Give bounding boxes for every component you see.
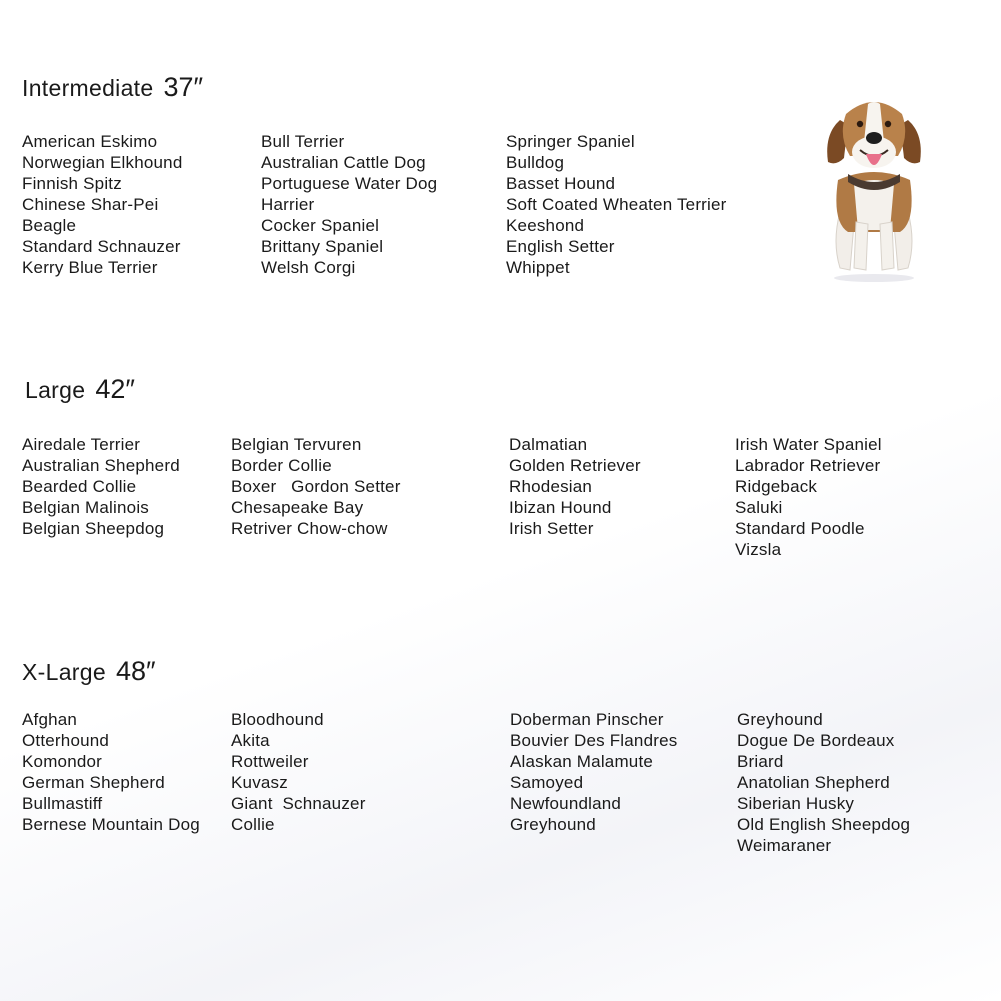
section-name: Large bbox=[25, 377, 86, 403]
breed-item: Boxer Gordon Setter bbox=[231, 477, 401, 496]
breed-item: Alaskan Malamute bbox=[510, 752, 654, 771]
breed-item: Standard Poodle bbox=[735, 519, 865, 538]
breed-item: Belgian Sheepdog bbox=[22, 519, 165, 538]
breed-item: Soft Coated Wheaten Terrier bbox=[506, 195, 727, 214]
breed-item: Weimaraner bbox=[737, 836, 832, 855]
breed-item: Samoyed bbox=[510, 773, 584, 792]
breed-item: Old English Sheepdog bbox=[737, 815, 911, 834]
breed-item: Keeshond bbox=[506, 216, 585, 235]
breed-column bbox=[22, 131, 182, 278]
breed-item: Greyhound bbox=[737, 710, 823, 729]
breed-item: Rhodesian bbox=[509, 477, 593, 496]
breed-item: Dalmatian bbox=[509, 435, 588, 454]
breed-item: Australian Shepherd bbox=[22, 456, 180, 475]
breed-item: Labrador Retriever bbox=[735, 456, 881, 475]
breed-item: Irish Setter bbox=[509, 519, 594, 538]
breed-item: Ibizan Hound bbox=[509, 498, 612, 517]
breed-item: Otterhound bbox=[22, 731, 110, 750]
breed-item: Portuguese Water Dog bbox=[261, 174, 438, 193]
breed-column bbox=[22, 434, 180, 539]
breed-item: Retriver Chow-chow bbox=[231, 519, 388, 538]
breed-item: Golden Retriever bbox=[509, 456, 641, 475]
breed-item: Doberman Pinscher bbox=[510, 710, 664, 729]
breed-item: Siberian Husky bbox=[737, 794, 855, 813]
breed-item: Irish Water Spaniel bbox=[735, 435, 882, 454]
breed-item: Komondor bbox=[22, 752, 103, 771]
breed-item: Greyhound bbox=[510, 815, 596, 834]
breed-item: Bull Terrier bbox=[261, 132, 345, 151]
breed-item: Harrier bbox=[261, 195, 315, 214]
breed-column bbox=[510, 709, 677, 835]
section-title-large bbox=[25, 376, 135, 403]
breed-item: Ridgeback bbox=[735, 477, 818, 496]
section-name: Intermediate bbox=[22, 75, 154, 101]
breed-item: Afghan bbox=[22, 710, 78, 729]
breed-column bbox=[22, 709, 200, 835]
breed-item: Brittany Spaniel bbox=[261, 237, 384, 256]
breed-item: Chinese Shar-Pei bbox=[22, 195, 159, 214]
breed-item: Bulldog bbox=[506, 153, 565, 172]
breed-item: Giant Schnauzer bbox=[231, 794, 366, 813]
beagle-dog-image bbox=[818, 92, 930, 284]
breed-item: Anatolian Shepherd bbox=[737, 773, 890, 792]
breed-item: American Eskimo bbox=[22, 132, 158, 151]
breed-item: Dogue De Bordeaux bbox=[737, 731, 895, 750]
breed-item: English Setter bbox=[506, 237, 615, 256]
breed-column bbox=[231, 709, 366, 835]
breed-item: Bullmastiff bbox=[22, 794, 103, 813]
breed-item: Welsh Corgi bbox=[261, 258, 356, 277]
breed-item: Norwegian Elkhound bbox=[22, 153, 183, 172]
breed-item: Finnish Spitz bbox=[22, 174, 122, 193]
breed-item: Cocker Spaniel bbox=[261, 216, 380, 235]
section-size: 42″ bbox=[95, 374, 135, 404]
breed-column bbox=[506, 131, 727, 278]
section-size: 37″ bbox=[163, 72, 204, 102]
breed-item: Bouvier Des Flandres bbox=[510, 731, 678, 750]
breed-item: Rottweiler bbox=[231, 752, 309, 771]
breed-item: Airedale Terrier bbox=[22, 435, 141, 454]
breed-item: Briard bbox=[737, 752, 784, 771]
breed-item: German Shepherd bbox=[22, 773, 165, 792]
breed-item: Basset Hound bbox=[506, 174, 616, 193]
breed-item: Belgian Tervuren bbox=[231, 435, 362, 454]
breed-item: Bloodhound bbox=[231, 710, 324, 729]
breed-item: Collie bbox=[231, 815, 275, 834]
breed-item: Australian Cattle Dog bbox=[261, 153, 426, 172]
breed-column bbox=[509, 434, 641, 539]
breed-item: Border Collie bbox=[231, 456, 332, 475]
breed-column bbox=[737, 709, 910, 856]
breed-item: Belgian Malinois bbox=[22, 498, 149, 517]
breed-item: Akita bbox=[231, 731, 270, 750]
breed-item: Chesapeake Bay bbox=[231, 498, 364, 517]
breed-item: Standard Schnauzer bbox=[22, 237, 181, 256]
section-name: X-Large bbox=[22, 659, 106, 685]
breed-item: Kerry Blue Terrier bbox=[22, 258, 158, 277]
breed-item: Bernese Mountain Dog bbox=[22, 815, 200, 834]
breed-column bbox=[231, 434, 401, 539]
breed-item: Bearded Collie bbox=[22, 477, 137, 496]
section-title-x-large bbox=[22, 658, 156, 685]
breed-item: Kuvasz bbox=[231, 773, 288, 792]
breed-item: Beagle bbox=[22, 216, 77, 235]
breed-item: Newfoundland bbox=[510, 794, 622, 813]
breed-item: Saluki bbox=[735, 498, 783, 517]
section-title-intermediate bbox=[22, 74, 203, 101]
breed-column bbox=[735, 434, 882, 560]
breed-item: Whippet bbox=[506, 258, 570, 277]
breed-item: Springer Spaniel bbox=[506, 132, 635, 151]
breed-column bbox=[261, 131, 437, 278]
section-size: 48″ bbox=[115, 656, 156, 686]
breed-item: Vizsla bbox=[735, 540, 782, 559]
